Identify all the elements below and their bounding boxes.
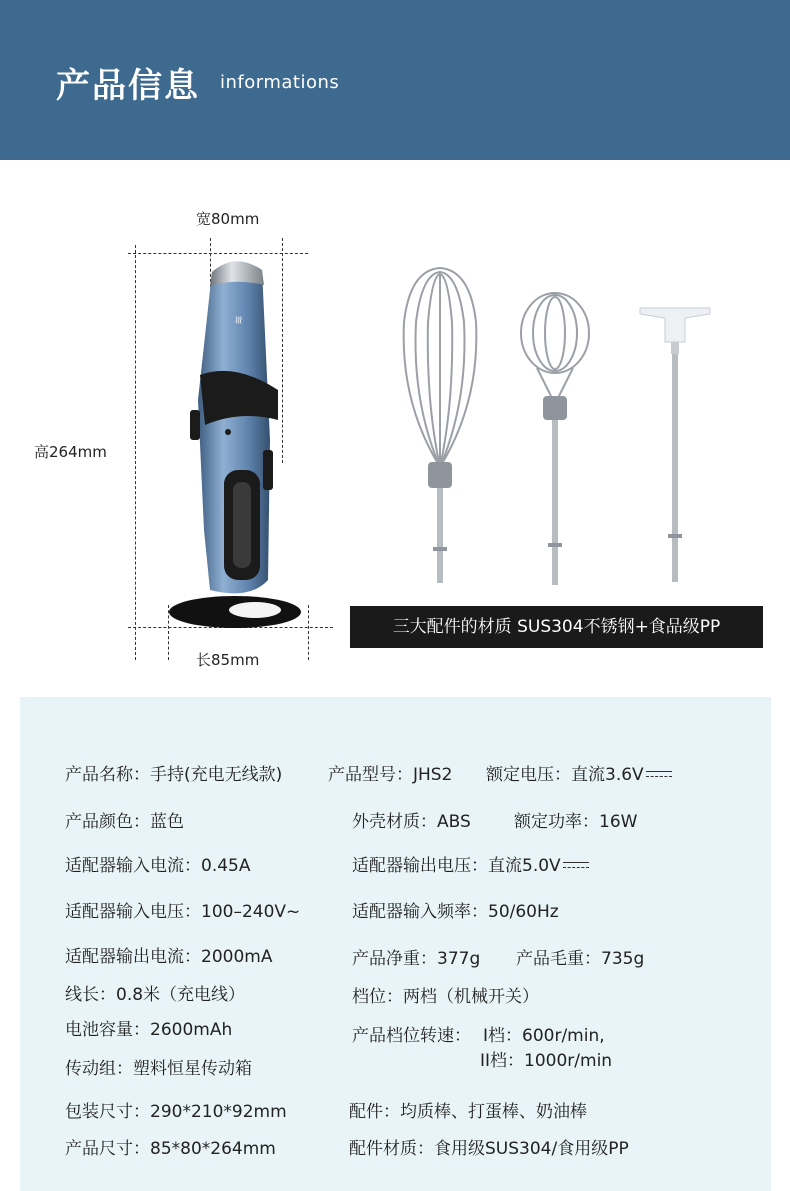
spec-adapter-output-voltage-text: 适配器输出电压：直流5.0V: [352, 856, 561, 876]
spec-drive: 传动组：塑料恒星传动箱: [65, 1059, 252, 1079]
spec-gross-weight: 产品毛重：735g: [516, 949, 645, 969]
spec-accessory-material: 配件材质：食用级SUS304/食用级PP: [349, 1139, 629, 1159]
height-line: [135, 245, 136, 660]
spec-adapter-input-frequency: 适配器输入频率：50/60Hz: [352, 902, 559, 922]
accessory-material-caption: 三大配件的材质 SUS304不锈钢+食品级PP: [350, 606, 763, 648]
spec-net-weight: 产品净重：377g: [352, 949, 481, 969]
dc-symbol-icon: [646, 770, 672, 780]
page-title: 产品信息: [56, 66, 200, 106]
whisk-large-image: [390, 262, 490, 592]
spec-speed-gear-2: II档：1000r/min: [480, 1051, 613, 1071]
spec-rated-voltage: [486, 760, 672, 785]
whisk-small-image: [515, 288, 595, 593]
width-label: 宽80mm: [196, 210, 260, 228]
header-banner: [0, 0, 790, 160]
spec-adapter-input-current: 适配器输入电流：0.45A: [65, 856, 251, 876]
spec-adapter-output-current: 适配器输出电流：2000mA: [65, 947, 273, 967]
hand-mixer-image: [150, 250, 310, 635]
spec-speed-label: 产品档位转速：: [352, 1026, 471, 1046]
spec-rated-power: 额定功率：16W: [514, 812, 638, 832]
dc-symbol-icon: [563, 861, 589, 871]
spec-product-size: 产品尺寸：85*80*264mm: [65, 1139, 276, 1159]
spec-rated-voltage-text: 额定电压：直流3.6V: [486, 765, 644, 785]
spec-shell-material: 外壳材质：ABS: [352, 812, 471, 832]
spec-package-size: 包装尺寸：290*210*92mm: [65, 1102, 287, 1122]
spec-accessories: 配件：均质棒、打蛋棒、奶油棒: [349, 1102, 587, 1122]
page-subtitle: informations: [220, 72, 340, 93]
svg-text:≋: ≋: [232, 315, 245, 325]
spec-speed-gear-1: I档：600r/min,: [483, 1026, 605, 1046]
spec-gear: 档位：两档（机械开关）: [352, 987, 539, 1007]
spec-adapter-output-voltage: [352, 851, 589, 876]
spec-color: 产品颜色：蓝色: [65, 812, 184, 832]
blending-rod-image: [635, 302, 715, 592]
length-label: 长85mm: [196, 651, 260, 669]
height-label: 高264mm: [34, 443, 107, 461]
spec-model: 产品型号：JHS2: [328, 765, 453, 785]
spec-cable-length: 线长：0.8米（充电线）: [65, 985, 246, 1005]
spec-product-name: 产品名称：手持(充电无线款): [65, 765, 283, 785]
spec-battery: 电池容量：2600mAh: [65, 1020, 233, 1040]
spec-adapter-input-voltage: 适配器输入电压：100–240V~: [65, 902, 301, 922]
